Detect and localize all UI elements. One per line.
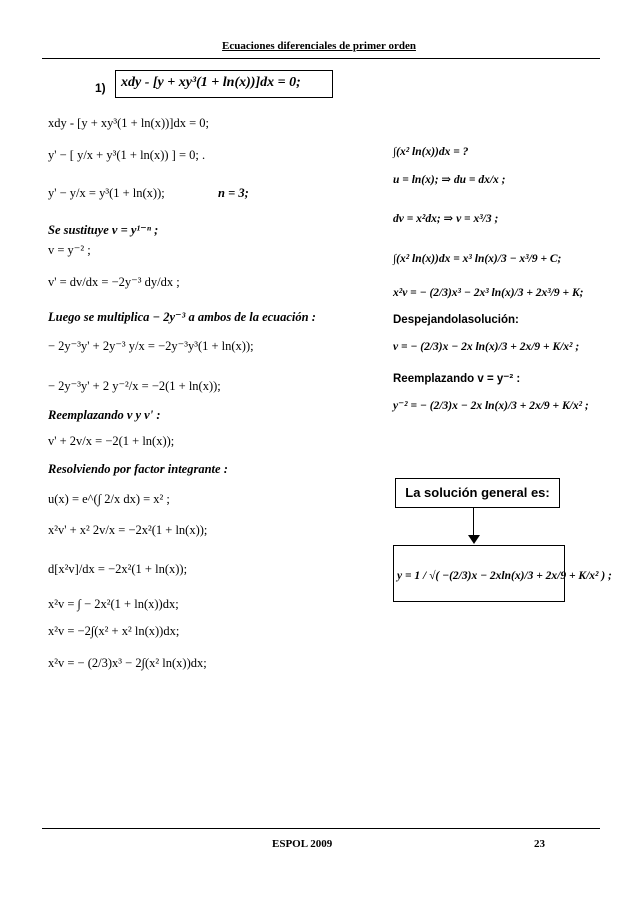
general-solution: y = 1 / √( −(2/3)x − 2xln(x)/3 + 2x/9 + K/x² ) ; <box>397 570 612 582</box>
left-line: y' − y/x = y³(1 + ln(x)); <box>48 186 165 200</box>
right-line: x²v = − (2/3)x³ − 2x³ ln(x)/3 + 2x³/9 + K; <box>393 287 584 299</box>
right-line: ∫(x² ln(x))dx = x³ ln(x)/3 − x³/9 + C; <box>393 253 562 265</box>
arrow-down-icon <box>473 508 474 538</box>
left-line: y' − [ y/x + y³(1 + ln(x)) ] = 0; . <box>48 148 206 162</box>
problem-number: 1) <box>95 81 106 95</box>
right-line: y⁻² = − (2/3)x − 2x ln(x)/3 + 2x/9 + K/x² ; <box>393 400 589 412</box>
left-line: x²v = − (2/3)x³ − 2∫(x² ln(x))dx; <box>48 656 207 670</box>
left-line: v' = dv/dx = −2y⁻³ dy/dx ; <box>48 275 180 289</box>
left-line: Resolviendo por factor integrante : <box>48 462 228 476</box>
page-header: Ecuaciones diferenciales de primer orden <box>222 40 416 52</box>
left-line: x²v = −2∫(x² + x² ln(x))dx; <box>48 624 180 638</box>
left-line: v' + 2v/x = −2(1 + ln(x)); <box>48 434 175 448</box>
left-line: n = 3; <box>218 186 249 200</box>
right-heading: Despejandolasolución: <box>393 314 519 326</box>
left-line: u(x) = e^(∫ 2/x dx) = x² ; <box>48 492 170 506</box>
left-line: − 2y⁻³y' + 2y⁻³ y/x = −2y⁻³y³(1 + ln(x)); <box>48 339 254 353</box>
page-number: 23 <box>534 838 545 850</box>
solution-label: La solución general es: <box>405 485 550 500</box>
problem-equation: xdy - [y + xy³(1 + ln(x))]dx = 0; <box>121 75 301 90</box>
left-line: Reemplazando v y v' : <box>48 408 161 422</box>
right-line: dv = x²dx; ⇒ v = x³/3 ; <box>393 213 499 225</box>
header-rule <box>42 58 600 59</box>
left-line: Luego se multiplica − 2y⁻³ a ambos de la ecuación : <box>48 310 316 324</box>
right-line: u = ln(x); ⇒ du = dx/x ; <box>393 174 506 186</box>
footer-title: ESPOL 2009 <box>272 838 333 850</box>
right-line: ∫(x² ln(x))dx = ? <box>393 146 469 158</box>
right-heading: Reemplazando v = y⁻² : <box>393 373 521 385</box>
left-line: d[x²v]/dx = −2x²(1 + ln(x)); <box>48 562 188 576</box>
arrow-head-icon <box>468 535 480 544</box>
left-line: x²v = ∫ − 2x²(1 + ln(x))dx; <box>48 597 179 611</box>
left-line: Se sustituye v = y¹⁻ⁿ ; <box>48 223 159 237</box>
right-line: v = − (2/3)x − 2x ln(x)/3 + 2x/9 + K/x² ; <box>393 341 580 353</box>
left-line: x²v' + x² 2v/x = −2x²(1 + ln(x)); <box>48 523 208 537</box>
left-line: xdy - [y + xy³(1 + ln(x))]dx = 0; <box>48 116 209 130</box>
left-line: − 2y⁻³y' + 2 y⁻²/x = −2(1 + ln(x)); <box>48 379 221 393</box>
footer-rule <box>42 828 600 829</box>
left-line: v = y⁻² ; <box>48 243 91 257</box>
